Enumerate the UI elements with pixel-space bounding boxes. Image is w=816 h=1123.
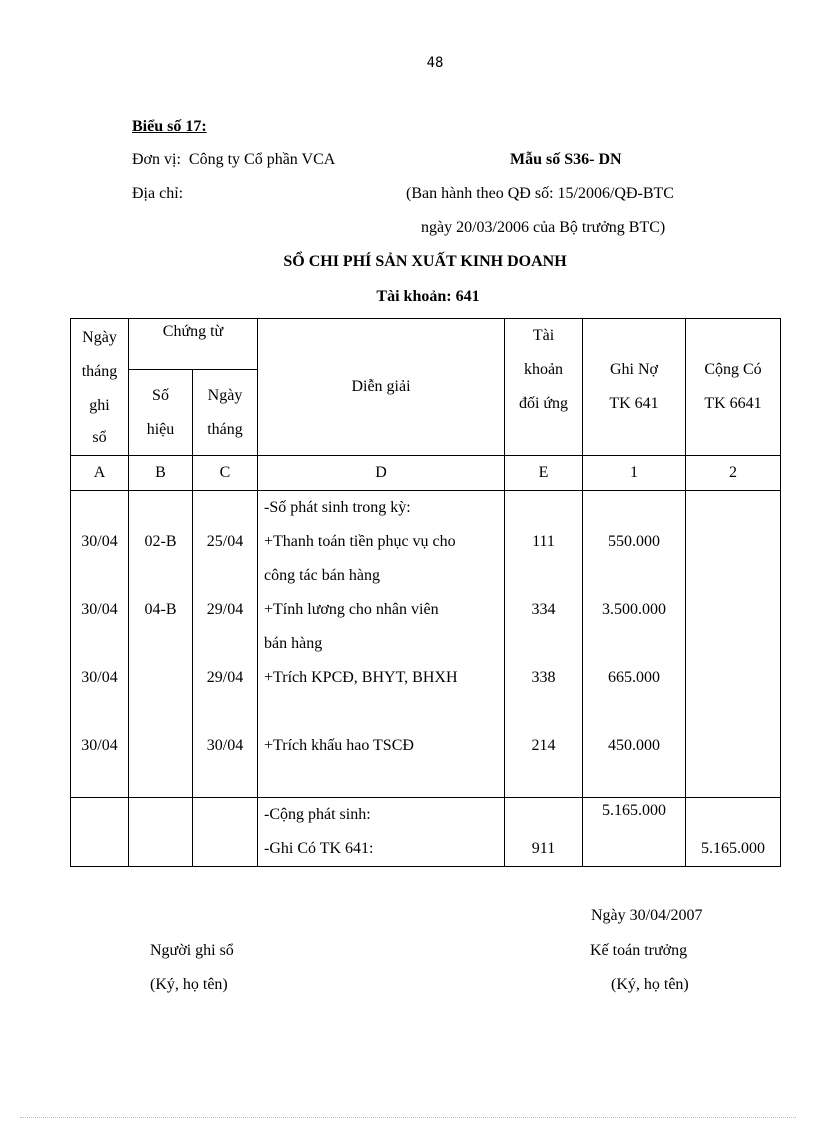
ledger-title: SỔ CHI PHÍ SẢN XUẤT KINH DOANH [283, 253, 567, 270]
chief-accountant-signature: (Ký, họ tên) [611, 976, 689, 993]
header-date: Ngày tháng ghi sổ [71, 319, 129, 456]
ledger-table [70, 318, 781, 867]
decree-line-1: (Ban hành theo QĐ số: 15/2006/QĐ-BTC [406, 185, 674, 202]
header-description: Diễn giải [258, 319, 505, 456]
form-reference: Biểu số 17: [132, 118, 207, 135]
col-voucher-no: 02-B 04-B [129, 491, 193, 798]
body-row [71, 491, 781, 798]
unit-value: Công ty Cổ phần VCA [188, 151, 336, 168]
code-row [71, 456, 781, 491]
col-account: 111 334 338 214 [505, 491, 583, 798]
col-credit [686, 491, 781, 798]
header-voucher-no: Số hiệu [129, 370, 193, 456]
header-account: Tài khoản đối ứng [505, 319, 583, 456]
total-credit: 5.165.000 [686, 798, 781, 867]
page-bottom-border [20, 1117, 796, 1118]
header-voucher-date: Ngày tháng [193, 370, 258, 456]
code-c: C [193, 456, 258, 491]
code-2: 2 [686, 456, 781, 491]
unit-line [132, 150, 335, 170]
total-debit: 5.165.000 [583, 798, 686, 867]
recorder-signature: (Ký, họ tên) [150, 976, 228, 993]
template-code: Mẫu số S36- DN [510, 151, 622, 168]
col-debit: 550.000 3.500.000 665.000 450.000 [583, 491, 686, 798]
header-credit: Cộng Có TK 6641 [686, 319, 781, 456]
code-b: B [129, 456, 193, 491]
chief-accountant-title: Kế toán trưởng [590, 942, 688, 959]
col-date: 30/04 30/04 30/04 30/04 [71, 491, 129, 798]
total-no [129, 798, 193, 867]
page-number: 48 [426, 55, 444, 71]
code-1: 1 [583, 456, 686, 491]
recorder-title: Người ghi sổ [150, 942, 234, 959]
code-e: E [505, 456, 583, 491]
total-date [71, 798, 129, 867]
header-debit: Ghi Nợ TK 641 [583, 319, 686, 456]
decree-line-2: ngày 20/03/2006 của Bộ trưởng BTC) [421, 219, 666, 236]
header-row-1 [71, 319, 781, 370]
col-voucher-date: 25/04 29/04 29/04 30/04 [193, 491, 258, 798]
total-account: 911 [505, 798, 583, 867]
total-description: -Cộng phát sinh: -Ghi Có TK 641: [258, 798, 505, 867]
footer-date: Ngày 30/04/2007 [591, 907, 703, 924]
unit-label: Đơn vị: [132, 151, 181, 168]
col-description: -Số phát sinh trong kỳ: +Thanh toán tiền phục vụ cho công tác bán hàng +Tính lương cho nhân viên bán hàng +Trích KPCĐ, BHYT, BHXH +Trích khấu hao TSCĐ [258, 491, 505, 798]
code-a: A [71, 456, 129, 491]
address-label: Địa chỉ: [132, 185, 184, 202]
header-voucher: Chứng từ [129, 319, 258, 370]
total-row [71, 798, 781, 867]
total-vdate [193, 798, 258, 867]
account-line: Tài khoản: 641 [376, 288, 480, 305]
code-d: D [258, 456, 505, 491]
